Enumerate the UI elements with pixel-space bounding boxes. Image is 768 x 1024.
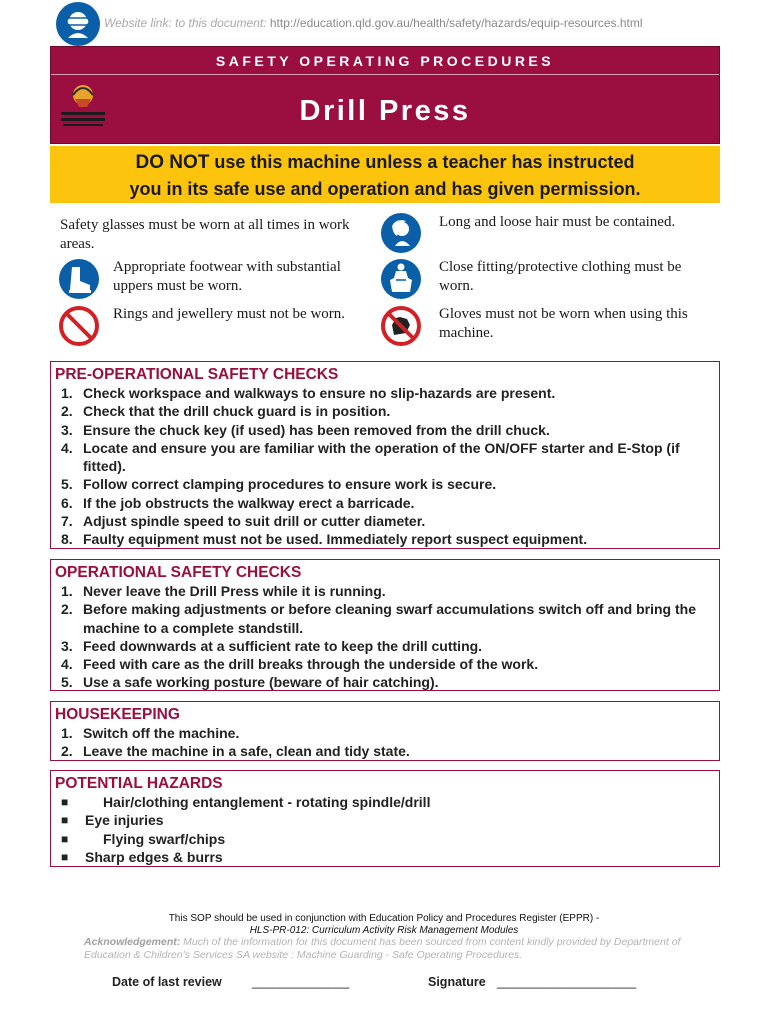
banner-subtitle: SAFETY OPERATING PROCEDURES [215, 53, 555, 69]
pre-operational-item [55, 475, 715, 493]
warning-banner [50, 146, 720, 203]
warning-line-1 [50, 149, 720, 176]
bullet-icon: ■ [61, 795, 69, 809]
operational-section [50, 559, 720, 691]
pre-operational-section [50, 361, 720, 549]
link-url[interactable]: http://education.qld.gov.au/health/safety/hazards/equip-resources.html [269, 16, 643, 30]
hazard-text: Sharp edges & burrs [85, 848, 223, 865]
housekeeping-section [50, 701, 720, 761]
hazard-text: Hair/clothing entanglement - rotating spindle/drill [103, 794, 431, 810]
item-number: 3. [61, 421, 73, 438]
pre-operational-item [55, 494, 715, 512]
footer-eppr-note: This SOP should be used in conjunction with Education Policy and Procedures Register (EPPR) - [168, 913, 600, 924]
item-text: Never leave the Drill Press while it is running. [83, 583, 386, 599]
item-number: 4. [61, 439, 73, 456]
item-number: 5. [61, 674, 73, 691]
signature-label: Signature [428, 975, 486, 989]
housekeeping-list [55, 724, 715, 761]
item-text: Leave the machine in a safe, clean and tidy state. [83, 743, 410, 760]
page-title: Drill Press [299, 95, 471, 127]
review-date-field[interactable]: ______________ [252, 975, 350, 989]
item-text: Switch off the machine. [83, 725, 240, 741]
boot-icon [58, 258, 100, 300]
acknowledgement [84, 936, 684, 962]
item-number: 1. [61, 583, 73, 599]
ack-text: Much of the information for this document has been sourced from content kindly provided by Department of Education & Children's Services SA website : Machine Guarding - Safe Operating Procedures. [84, 936, 681, 961]
no-rings-icon [58, 305, 100, 347]
hazard-item [55, 830, 715, 848]
item-number: 7. [61, 513, 73, 530]
hazard-item [55, 848, 715, 866]
bullet-icon: ■ [61, 813, 69, 828]
item-number: 5. [61, 476, 73, 493]
housekeeping-item [55, 724, 715, 742]
item-text: If the job obstructs the walkway erect a barricade. [83, 494, 415, 511]
hazard-item [55, 811, 715, 829]
item-number: 2. [61, 403, 73, 420]
housekeeping-heading: HOUSEKEEPING [55, 706, 180, 723]
hazard-text: Eye injuries [85, 812, 164, 829]
operational-list [55, 582, 715, 692]
item-number: 2. [61, 601, 73, 618]
operational-item [55, 600, 715, 637]
item-text: Feed downwards at a sufficient rate to keep the drill cutting. [83, 637, 483, 654]
operational-item [55, 637, 715, 655]
hazards-list [55, 793, 715, 866]
item-number: 8. [61, 531, 73, 548]
pre-operational-item [55, 384, 715, 402]
hair-icon [380, 212, 422, 254]
item-text: Use a safe working posture (beware of hair catching). [83, 674, 439, 691]
item-number: 3. [61, 637, 73, 654]
goggles-icon [56, 2, 100, 46]
item-text: Follow correct clamping procedures to ensure work is secure. [83, 476, 497, 493]
pre-operational-item [55, 421, 715, 439]
no-gloves-icon [380, 305, 422, 347]
operational-item [55, 582, 715, 600]
item-text: Feed with care as the drill breaks through the underside of the work. [83, 656, 539, 673]
item-number: 4. [61, 656, 73, 673]
operational-heading: OPERATIONAL SAFETY CHECKS [55, 564, 302, 581]
pre-operational-heading: PRE-OPERATIONAL SAFETY CHECKS [55, 366, 339, 383]
item-text: Before making adjustments or before cleaning swarf accumulations switch off and bring the machine to a complete standstill. [83, 601, 696, 636]
item-text: Locate and ensure you are familiar with the operation of the ON/OFF starter and E-Stop (if fitted). [83, 439, 680, 475]
pre-operational-item [55, 512, 715, 530]
item-number: 1. [61, 725, 73, 741]
ack-label: Acknowledgement: [84, 936, 181, 948]
item-number: 2. [61, 743, 73, 760]
banner-divider [51, 74, 719, 75]
ppe-rings-text: Rings and jewellery must not be worn. [113, 306, 346, 322]
document-link[interactable] [104, 16, 643, 30]
item-text: Check that the drill chuck guard is in position. [83, 403, 391, 420]
pre-operational-item [55, 530, 715, 548]
warning-line-1-text: use this machine unless a teacher has instructed [209, 152, 635, 172]
operational-item [55, 673, 715, 691]
ppe-hair-text: Long and loose hair must be contained. [439, 214, 676, 230]
pre-operational-item [55, 402, 715, 420]
apron-icon [380, 258, 422, 300]
hazards-section [50, 770, 720, 867]
link-label: Website link: to this document: [104, 16, 267, 30]
footer-module-ref: HLS-PR-012: Curriculum Activity Risk Management Modules [249, 925, 519, 936]
signature-field[interactable]: ____________________ [497, 975, 637, 989]
bullet-icon: ■ [61, 831, 69, 846]
item-number: 1. [61, 385, 73, 401]
warning-line-2: you in its safe use and operation and has given permission. [129, 179, 641, 199]
ppe-footwear-text: Appropriate footwear with substantial uppers must be worn. [113, 259, 341, 294]
header-banner [50, 46, 720, 144]
item-text: Check workspace and walkways to ensure no slip-hazards are present. [83, 385, 556, 401]
ppe-clothing-text: Close fitting/protective clothing must be worn. [439, 259, 682, 294]
bullet-icon: ■ [61, 849, 69, 864]
pre-operational-list [55, 384, 715, 549]
hazard-item [55, 793, 715, 811]
item-number: 6. [61, 494, 73, 511]
operational-item [55, 655, 715, 673]
hazard-text: Flying swarf/chips [103, 830, 226, 847]
item-text: Faulty equipment must not be used. Immediately report suspect equipment. [83, 531, 588, 548]
housekeeping-item [55, 742, 715, 760]
ppe-gloves-text: Gloves must not be worn when using this machine. [439, 306, 688, 341]
item-text: Adjust spindle speed to suit drill or cutter diameter. [83, 513, 426, 530]
review-date-label: Date of last review [112, 975, 222, 989]
item-text: Ensure the chuck key (if used) has been removed from the drill chuck. [83, 421, 550, 438]
hazards-heading: POTENTIAL HAZARDS [55, 775, 223, 792]
ppe-glasses-text: Safety glasses must be worn at all times in work areas. [60, 217, 350, 252]
pre-operational-item [55, 439, 715, 476]
warning-emphasis: DO NOT [135, 152, 210, 173]
